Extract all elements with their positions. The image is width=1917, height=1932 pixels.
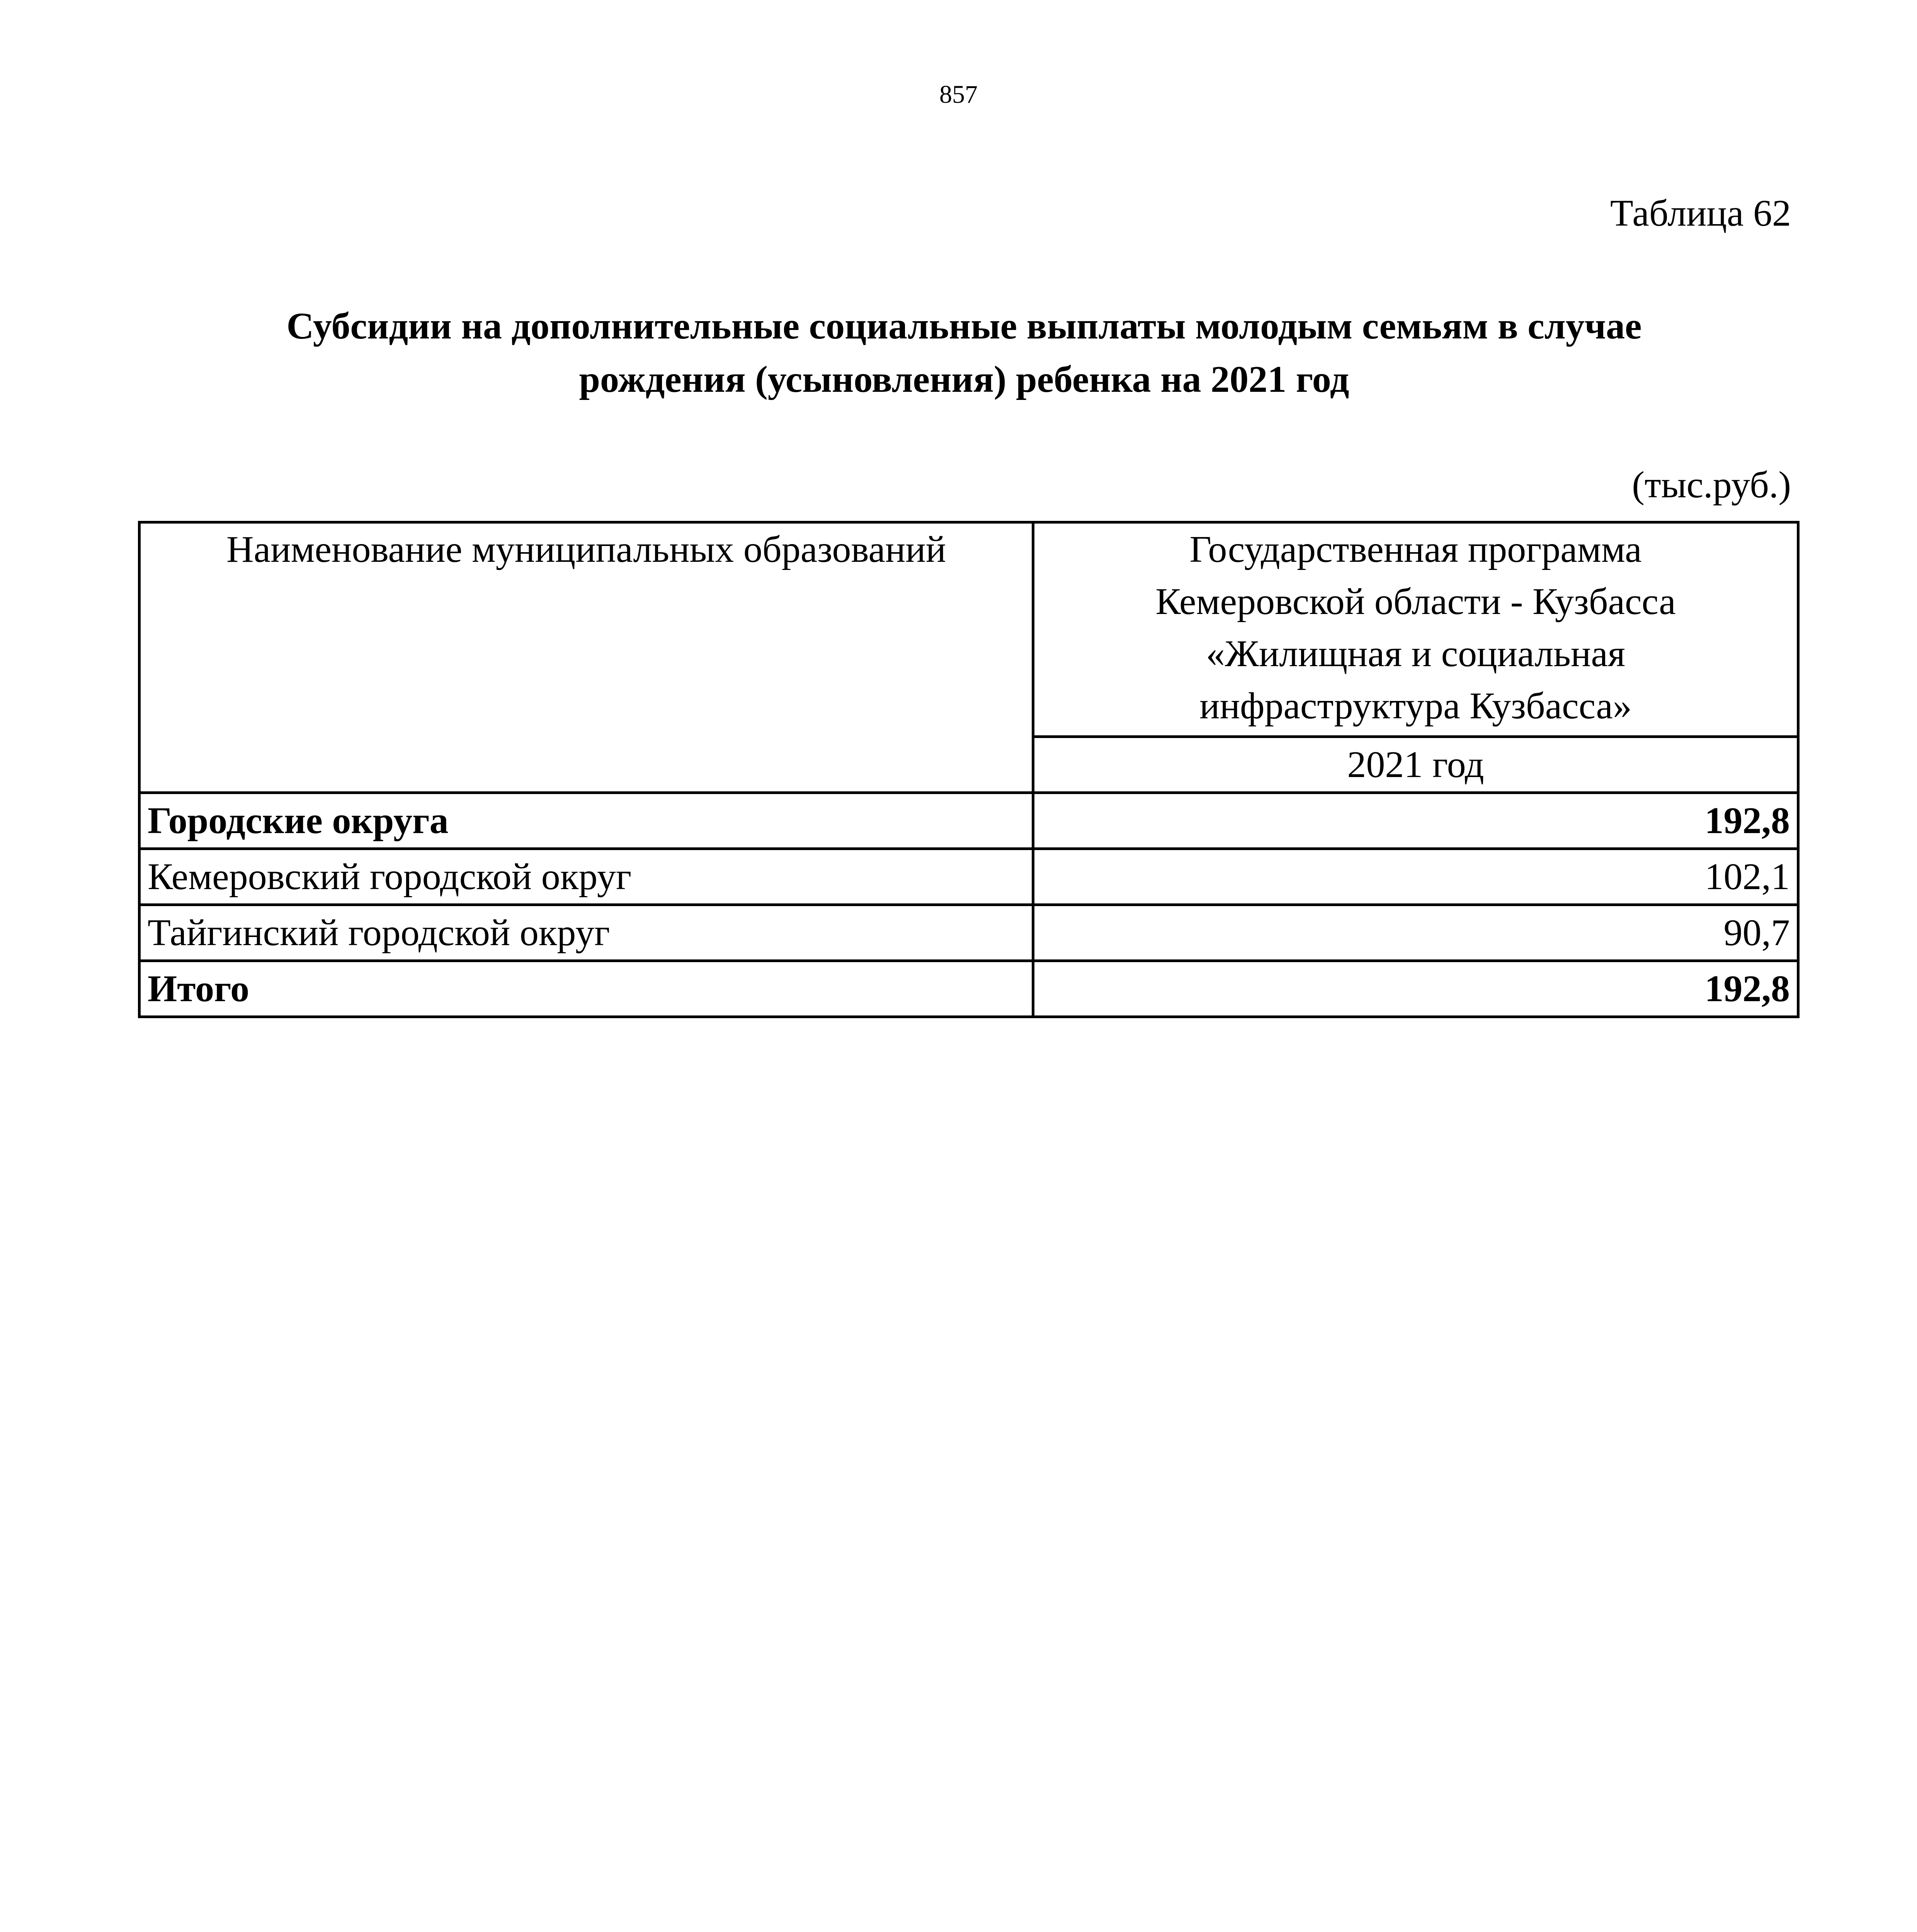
row-name: Тайгинский городской округ [139, 905, 1033, 961]
row-value: 90,7 [1033, 905, 1798, 961]
table-row-urban-districts [139, 793, 1798, 849]
program-line-3: «Жилищная и социальная [1206, 633, 1625, 675]
program-line-2: Кемеровской области - Кузбасса [1155, 581, 1676, 622]
row-value: 102,1 [1033, 849, 1798, 905]
column-header-municipality: Наименование муниципальных образований [139, 522, 1033, 793]
row-name: Кемеровский городской округ [139, 849, 1033, 905]
program-line-1: Государственная программа [1189, 529, 1642, 570]
title-line-2: рождения (усыновления) ребенка на 2021 год [579, 359, 1349, 400]
units-label: (тыс.руб.) [1632, 464, 1791, 506]
column-header-program [1033, 522, 1798, 737]
column-header-year: 2021 год [1033, 737, 1798, 793]
table-row-total [139, 961, 1798, 1017]
table-header-row [139, 522, 1798, 737]
table-label: Таблица 62 [1610, 192, 1791, 234]
document-title [185, 299, 1743, 406]
page-number: 857 [939, 80, 978, 109]
program-line-4: инфраструктура Кузбасса» [1199, 685, 1632, 727]
title-line-1: Субсидии на дополнительные социальные выплаты молодым семьям в случае [286, 305, 1642, 347]
row-name: Итого [139, 961, 1033, 1017]
table-row-kemerovo [139, 849, 1798, 905]
row-value: 192,8 [1033, 793, 1798, 849]
table-row-taiga [139, 905, 1798, 961]
row-value: 192,8 [1033, 961, 1798, 1017]
row-name: Городские округа [139, 793, 1033, 849]
subsidy-table [138, 521, 1800, 1018]
